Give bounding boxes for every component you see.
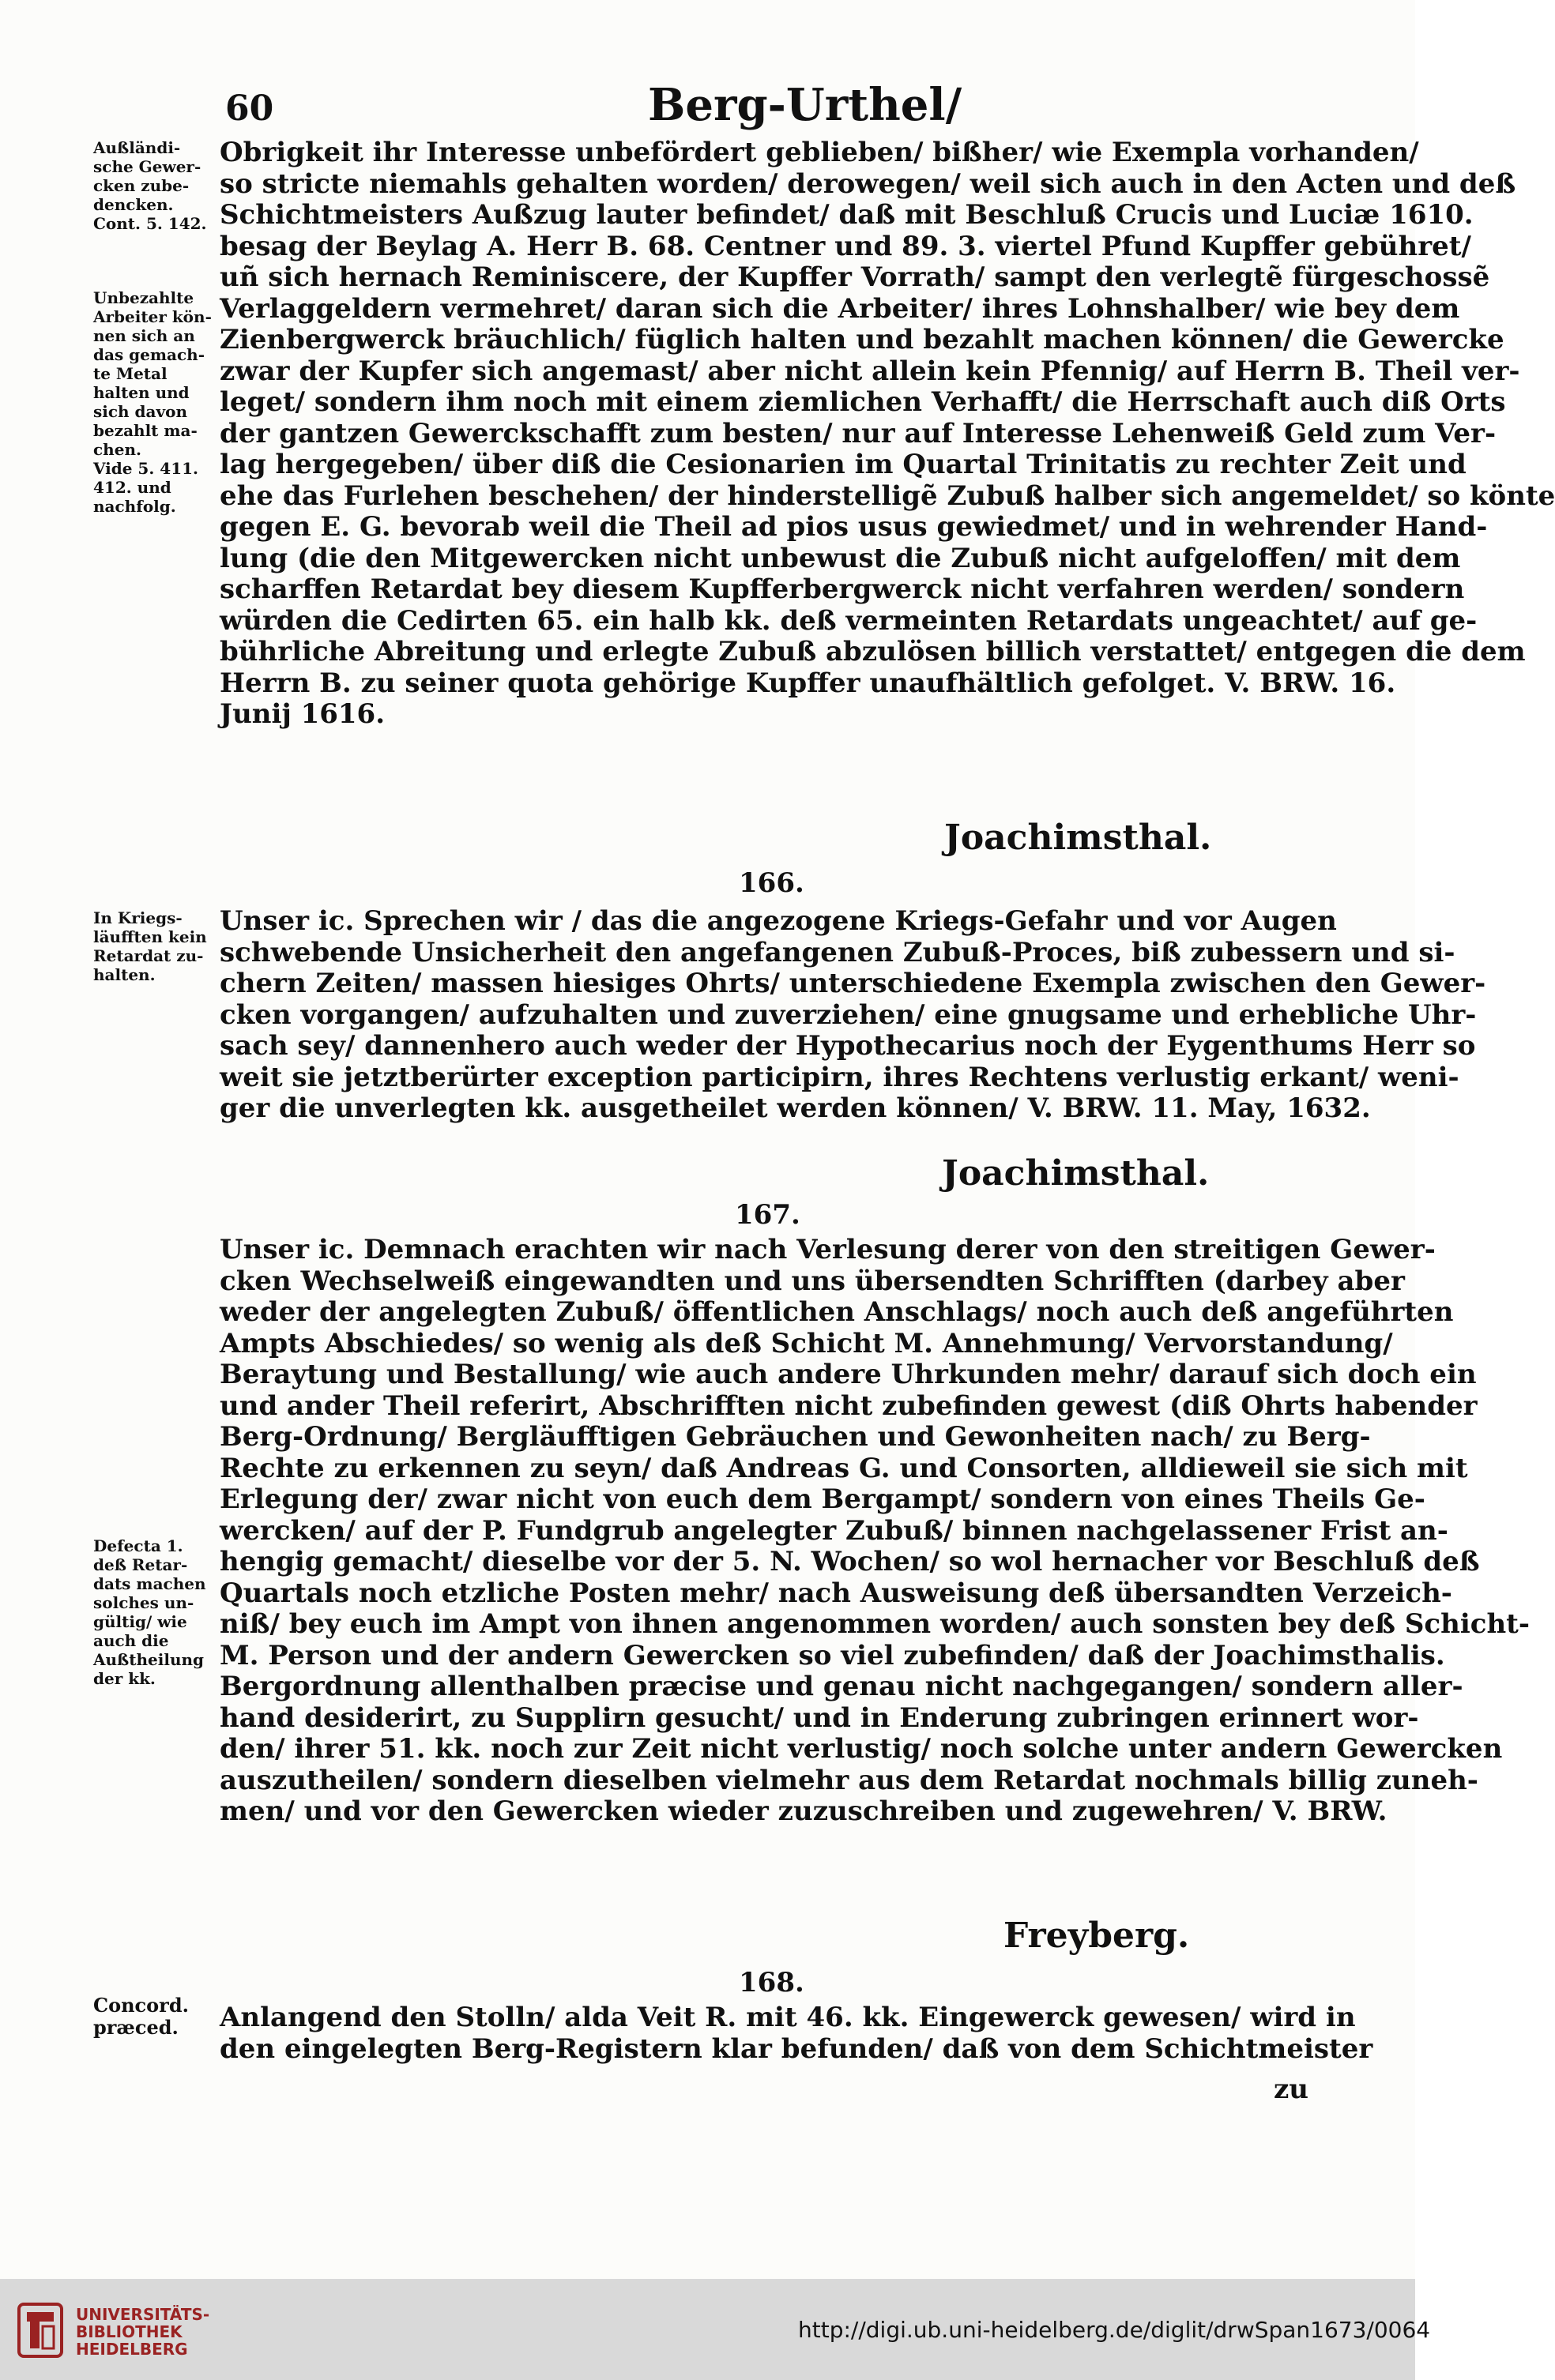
- place-name-joachimsthal-2: Joachimsthal.: [942, 1153, 1210, 1194]
- margin-note-defecta: Defecta 1. deß Retar- dats machen solches un- gültig/ wie auch die Außtheilung der kk.: [93, 1536, 206, 1688]
- section-168-text: Anlangend den Stolln/ alda Veit R. mit 46. kk. Eingewerck gewesen/ wird in den eingelegten Berg-Registern klar befunden/ daß von dem Schichtmeister: [220, 2002, 1373, 2065]
- section-number-166: 166.: [739, 867, 804, 899]
- university-library-logo-icon: [17, 2303, 63, 2358]
- margin-note-concord: Concord. præced.: [93, 1994, 189, 2039]
- section-number-168: 168.: [739, 1967, 804, 1998]
- running-head: Berg-Urthel/: [648, 79, 962, 131]
- footer-bar: [0, 2279, 1431, 2380]
- catchword: zu: [1274, 2074, 1309, 2105]
- section-166-text: Unser ic. Sprechen wir / das die angezogene Kriegs-Gefahr und vor Augen schwebende Unsicherheit den angefangenen Zubuß-Proces, biß zubessern und si- chern Zeiten/ massen hiesiges Ohrts/ unterschiedene Exempla zwischen den Gewer- cken vorgangen/ aufzuhalten und zuverziehen/ eine gnugsame und erhebliche Uhr- sach sey/ dannenhero auch weder der Hypothecarius noch der Eygenthums Herr so weit sie jetztberürter exception participirn, ihres Rechtens verlustig erkant/ weni- ger die unverlegten kk. ausgetheilet werden können/ V. BRW. 11. May, 1632.: [220, 905, 1486, 1124]
- page-number: 60: [225, 88, 274, 129]
- source-url-link[interactable]: http://digi.ub.uni-heidelberg.de/diglit/drwSpan1673/0064: [798, 2317, 1431, 2343]
- margin-note-unpaid-workers: Unbezahlte Arbeiter kön- nen sich an das gemach- te Metal halten und sich davon bezahlt ma- chen. Vide 5. 411. 412. und nachfolg.: [93, 288, 212, 516]
- margin-note-foreign-gewercke: Außländi- sche Gewer- cken zube- dencken. Cont. 5. 142.: [93, 138, 207, 233]
- margin-note-war-times: In Kriegs- läufften kein Retardat zu- halten.: [93, 908, 207, 984]
- section-number-167: 167.: [735, 1199, 800, 1231]
- section-167-text: Unser ic. Demnach erachten wir nach Verlesung derer von den streitigen Gewer- cken Wechselweiß eingewandten und uns übersendten Schrifften (darbey aber weder der angelegten Zubuß/ öffentlichen Anschlags/ noch auch deß angeführten Ampts Abschiedes/ so wenig als deß Schicht M. Annehmung/ Vervorstandung/ Beraytung und Bestallung/ wie auch andere Uhrkunden mehr/ darauf sich doch ein und ander Theil referirt, Abschrifften nicht zubefinden gewest (diß Ohrts habender Berg-Ordnung/ Bergläufftigen Gebräuchen und Gewonheiten nach/ zu Berg- Rechte zu erkennen zu seyn/ daß Andreas G. und Consorten, alldieweil sie sich mit Erlegung der/ zwar nicht von euch dem Bergampt/ sondern von eines Theils Ge- wercken/ auf der P. Fundgrub angelegter Zubuß/ binnen nachgelassener Frist an- hengig gemacht/ dieselbe vor der 5. N. Wochen/ so wol hernacher vor Beschluß deß Quartals noch etzliche Posten mehr/ nach Ausweisung deß übersandten Verzeich- niß/ bey euch im Ampt von ihnen angenommen worden/ auch sonsten bey deß Schicht- M. Person und der andern Gewercken so viel zubefinden/ daß der Joachimsthalis. Bergordnung allenthalben præcise und genau nicht nachgegangen/ sondern aller- hand desiderirt, zu Supplirn gesucht/ und in Enderung zubringen erinnert wor- den/ ihrer 51. kk. noch zur Zeit nicht verlustig/ noch solche unter andern Gewercken auszutheilen/ sondern dieselben vielmehr aus dem Retardat nochmals billig zuneh- men/ und vor den Gewercken wieder zuzuschreiben und zugewehren/ V. BRW.: [220, 1234, 1530, 1827]
- library-name: UNIVERSITÄTS- BIBLIOTHEK HEIDELBERG: [76, 2305, 210, 2359]
- place-name-joachimsthal-1: Joachimsthal.: [944, 818, 1212, 858]
- section-continuation-text: Obrigkeit ihr Interesse unbefördert geblieben/ bißher/ wie Exempla vorhanden/ so stricte niemahls gehalten worden/ derowegen/ weil sich auch in den Acten und deß Schichtmeisters Außzug lauter befindet/ daß mit Beschluß Crucis und Luciæ 1610. besag der Beylag A. Herr B. 68. Centner und 89. 3. viertel Pfund Kupffer gebühret/ uñ sich hernach Reminiscere, der Kupffer Vorrath/ sampt den verlegtẽ fürgeschossẽ Verlaggeldern vermehret/ daran sich die Arbeiter/ ihres Lohnshalber/ wie bey dem Zienbergwerck bräuchlich/ füglich halten und bezahlt machen können/ die Gewercke zwar der Kupfer sich angemast/ aber nicht allein kein Pfennig/ auf Herrn B. Theil ver- leget/ sondern ihm noch mit einem ziemlichen Verhafft/ die Herrschaft auch diß Orts der gantzen Gewerckschafft zum besten/ nur auf Interesse Lehenweiß Geld zum Ver- lag hergegeben/ über diß die Cesionarien im Quartal Trinitatis zu rechter Zeit und ehe das Furlehen beschehen/ der hinderstelligẽ Zubuß halber sich angemeldet/ so könte gegen E. G. bevorab weil die Theil ad pios usus gewiedmet/ und in wehrender Hand- lung (die den Mitgewercken nicht unbewust die Zubuß nicht aufgeloffen/ mit dem scharffen Retardat bey diesem Kupfferbergwerck nicht verfahren werden/ sondern würden die Cedirten 65. ein halb kk. deß vermeinten Retardats ungeachtet/ auf ge- bührliche Abreitung und erlegte Zubuß abzulösen billich verstattet/ entgegen die dem Herrn B. zu seiner quota gehörige Kupffer unaufhältlich gefolget. V. BRW. 16. Junij 1616.: [220, 137, 1555, 730]
- place-name-freyberg: Freyberg.: [1003, 1916, 1190, 1956]
